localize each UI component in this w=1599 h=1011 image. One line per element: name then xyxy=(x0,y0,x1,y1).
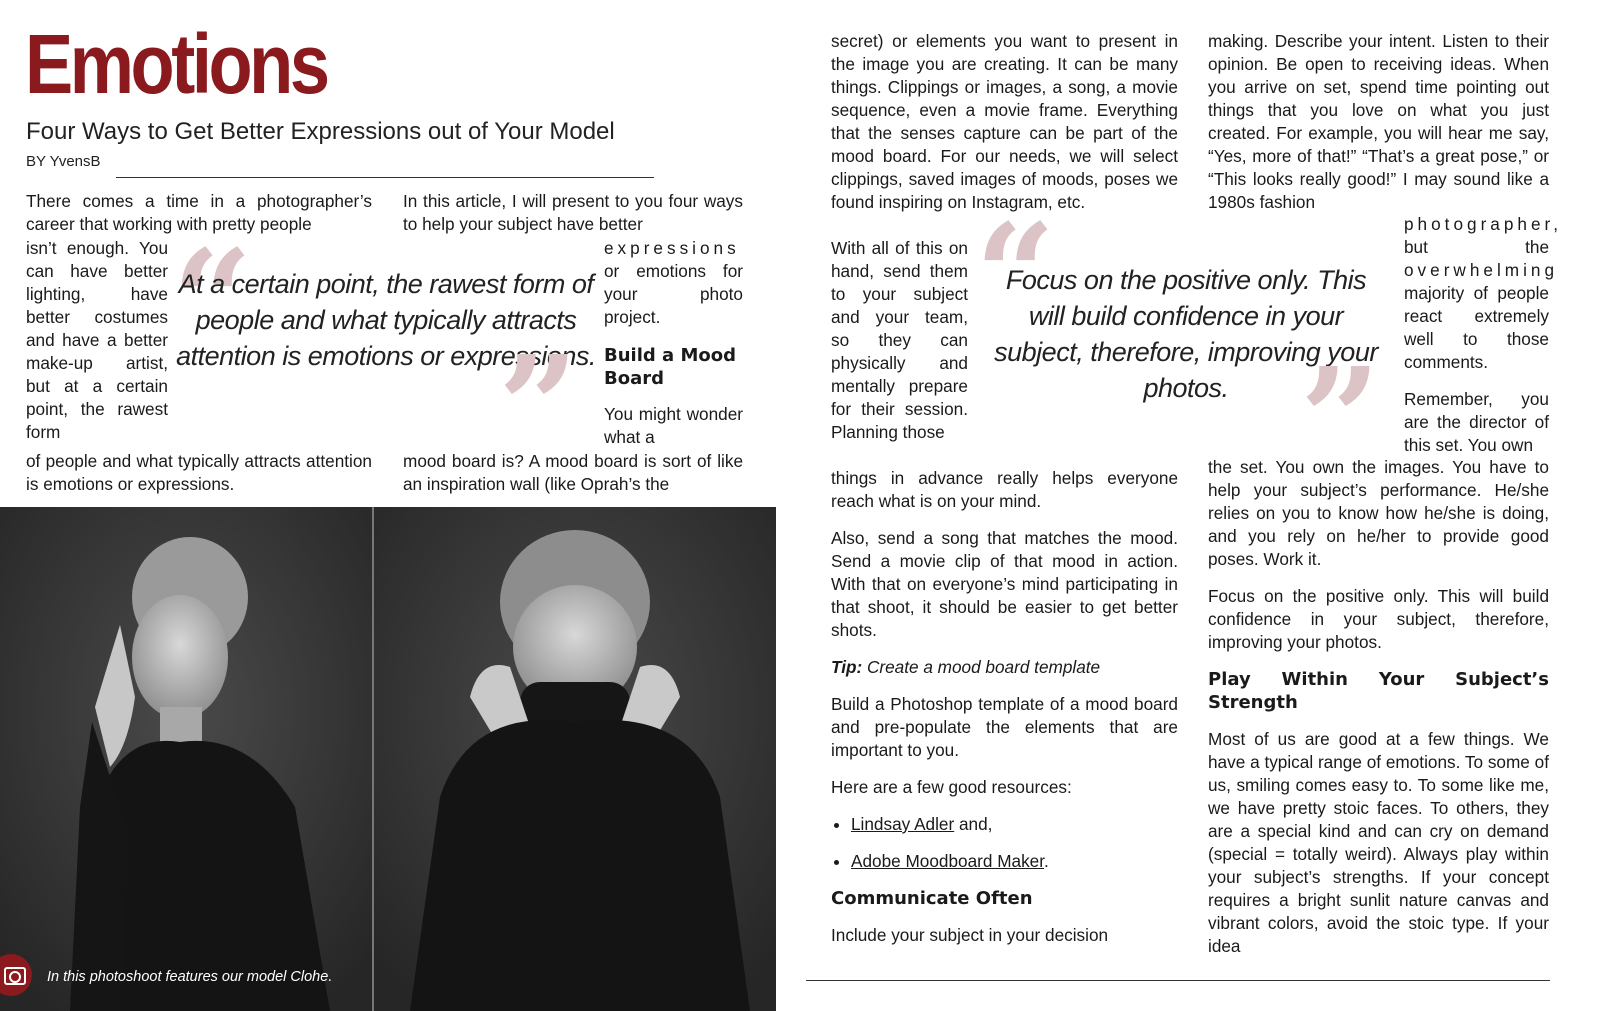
col4-p1: making. Describe your intent. Listen to their opinion. Be open to receiving ideas. When you arrive on set, spend time pointing out things that you love on what you just created. For example, you will hear me say, “Yes, more of that!” “That’s a great pose,” or “This looks really good!” I may sound like a 1980s fashion xyxy=(1208,31,1549,212)
col2-intro-spaced: expressions xyxy=(604,238,740,258)
col2-mood-narrow: You might wonder what a xyxy=(604,404,743,447)
col3-p1: secret) or elements you want to present in the image you are creating. It can be many things. Clippings or images, a song, a movie sequence, even a movie frame. Everything that the senses capture can be part of the mood board. For our needs, we will select clippings, saved images of moods, poses we found inspiring on Instagram, etc. xyxy=(831,31,1178,212)
adobe-moodboard-link[interactable]: Adobe Moodboard Maker xyxy=(851,851,1045,871)
article-title: Emotions xyxy=(25,17,327,111)
col1-intro-tail: of people and what typically attracts attention is emotions or expressions. xyxy=(26,451,372,494)
col3-rest: things in advance really helps everyone reach what is on your mind. Also, send a song that matches the mood. Send a movie clip of that mood in action. With that on everyone’s mind participating in that shoot, it should be easier to get better shots. Tip: Create a mood board template Build a Photoshop template of a mood board and pre-populate the elements that are important to you. Here are a few good resources: • Lindsay Adler and, • Adobe Moodboard Maker. Communicate Often Include your subject in your decision xyxy=(831,467,1178,947)
model-photos xyxy=(0,507,776,1011)
byline: BY YvensB xyxy=(26,153,101,170)
photo-spread xyxy=(0,507,776,1011)
col4-rest: the set. You own the images. You have to help your subject’s performance. He/she relies on you to know how he/she is doing, and you rely on he/her to provide good poses. Work it. Focus on the positive only. This will build confidence in your subject, therefore, improving your photos. Play Within Your Subject’s Strength Most of us are good at a few things. We have a typical range of emotions. To some of us, smiling comes easy to. To some like me, we have pretty stoic faces. To others, they are a special kind and can cry on demand (special = totally weird). Always play within your subject’s strengths. If your concept requires a bright sunlit nature canvas and vibrant colors, avoid the stoic type. If your idea xyxy=(1208,457,1549,956)
heading-build-mood-board: Build a Mood Board xyxy=(604,345,736,389)
resource-item: • Adobe Moodboard Maker. xyxy=(851,850,1178,873)
col2-mood-tail: mood board is? A mood board is sort of like an inspiration wall (like Oprah’s the xyxy=(403,451,743,494)
pull-quote-2: Focus on the positive only. This will build confidence in your subject, therefore, improving your photos. xyxy=(994,265,1378,403)
article-subtitle: Four Ways to Get Better Expressions out of Your Model xyxy=(26,118,615,145)
resource-item: • Lindsay Adler and, xyxy=(851,813,1178,836)
heading-play-within-strength: Play Within Your Subject’s Strength xyxy=(1208,669,1549,713)
heading-communicate-often: Communicate Often xyxy=(831,888,1033,909)
footer-divider xyxy=(806,980,1550,981)
tip-line: Tip: Create a mood board template xyxy=(831,657,1101,677)
col2-intro-narrow: or emotions for your photo project. xyxy=(604,261,743,327)
photo-caption: In this photoshoot features our model Clohe. xyxy=(47,969,333,985)
resources-list xyxy=(831,813,1178,873)
close-quote-mark-1: ” xyxy=(498,326,579,490)
pull-quote-1: At a certain point, the rawest form of people and what typically attracts attention is emotions or expressions. xyxy=(176,269,596,371)
col3-p2-narrow: With all of this on hand, send them to your subject and your team, so they can physically and mentally prepare for their session. Planning those xyxy=(831,238,968,442)
col2-intro-full: In this article, I will present to you four ways to help your subject have better xyxy=(403,191,743,234)
open-quote-mark-2: “ xyxy=(975,194,1056,358)
close-quote-mark-2: ” xyxy=(1300,338,1381,502)
title-divider xyxy=(116,177,654,178)
col1-intro-narrow: isn’t enough. You can have better lighting, have better costumes and have a better make-up artist, but at a certain point, the rawest form xyxy=(26,238,168,442)
col4-p2-narrow: Remember, you are the director of this set. You own xyxy=(1404,389,1549,455)
open-quote-mark-1: “ xyxy=(172,220,253,384)
lindsay-adler-link[interactable]: Lindsay Adler xyxy=(851,814,955,834)
col4-p1-narrow: photographer, but the overwhelming majority of people react extremely well to those comments. xyxy=(1404,214,1563,372)
col1-intro-full: There comes a time in a photographer’s career that working with pretty people xyxy=(26,191,372,234)
